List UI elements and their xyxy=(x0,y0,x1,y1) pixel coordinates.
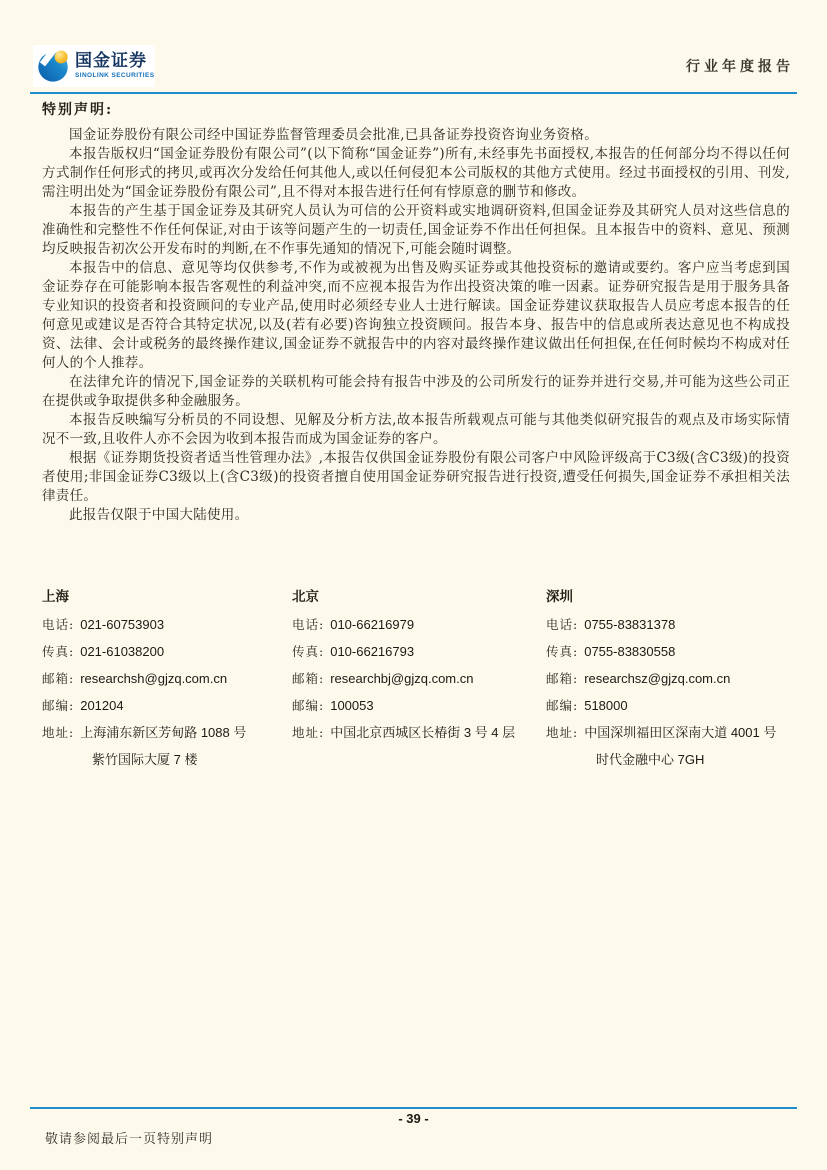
office-address-line2: 时代金融中心 7GH xyxy=(596,752,705,767)
address-value: 上海浦东新区芳甸路 1088 号 xyxy=(80,725,247,740)
address-label: 地址: xyxy=(42,725,75,740)
address-value: 中国北京西城区长椿街 3 号 4 层 xyxy=(330,725,516,740)
office-fax-row xyxy=(292,638,546,665)
statement-paragraph: 根据《证券期货投资者适当性管理办法》,本报告仅供国金证券股份有限公司客户中风险评级高于C3级(含C3级)的投资者使用;非国金证券C3级以上(含C3级)的投资者擅自使用国金证券研究报告进行投资,遭受任何损失,国金证券不承担相关法律责任。 xyxy=(42,450,790,504)
statement-paragraph: 本报告版权归“国金证券股份有限公司”(以下简称“国金证券”)所有,未经事先书面授权,本报告的任何部分均不得以任何方式制作任何形式的拷贝,或再次分发给任何其他人,或以任何侵犯本公司版权的其他方式使用。经过书面授权的引用、刊发,需注明出处为“国金证券股份有限公司”,且不得对本报告进行任何有悖原意的删节和修改。 xyxy=(42,146,790,200)
email-label: 邮箱: xyxy=(42,671,75,686)
phone-value: 021-60753903 xyxy=(80,617,165,632)
fax-label: 传真: xyxy=(546,644,579,659)
email-label: 邮箱: xyxy=(546,671,579,686)
page-number: - 39 - xyxy=(398,1111,429,1126)
statement-paragraph: 本报告中的信息、意见等均仅供参考,不作为或被视为出售及购买证券或其他投资标的邀请或要约。客户应当考虑到国金证券存在可能影响本报告客观性的利益冲突,而不应视本报告为作出投资决策的唯一因素。证券研究报告是用于服务具备专业知识的投资者和投资顾问的专业产品,使用时必须经专业人士进行解读。国金证券建议获取报告人员应考虑本报告的任何意见或建议是否符合其特定状况,以及(若有必要)咨询独立投资顾问。报告本身、报告中的信息或所表达意见也不构成投资、法律、会计或税务的最终操作建议,国金证券不就报告中的内容对最终操作建议做出任何担保,在任何时候均不构成对任何人的个人推荐。 xyxy=(42,260,790,371)
zip-label: 邮编: xyxy=(42,698,75,713)
office-email-row xyxy=(546,665,798,692)
office-shenzhen xyxy=(546,584,798,773)
phone-label: 电话: xyxy=(546,617,579,632)
report-type-label: 行业年度报告 xyxy=(686,59,794,75)
footer-note: 敬请参阅最后一页特别声明 xyxy=(45,1132,214,1147)
zip-value: 100053 xyxy=(330,698,374,713)
email-value: researchsz@gjzq.com.cn xyxy=(584,671,731,686)
office-zip-row xyxy=(546,692,798,719)
office-email-row xyxy=(42,665,292,692)
email-label: 邮箱: xyxy=(292,671,325,686)
office-city: 上海 xyxy=(42,589,69,605)
logo-text xyxy=(75,52,154,80)
phone-label: 电话: xyxy=(292,617,325,632)
statement-title: 特别声明: xyxy=(42,102,114,118)
statement-paragraph: 本报告的产生基于国金证券及其研究人员认为可信的公开资料或实地调研资料,但国金证券及其研究人员对这些信息的准确性和完整性不作任何保证,对由于该等问题产生的一切责任,国金证券不作出任何担保。且本报告中的资料、意见、预测均反映报告初次公开发布时的判断,在不作事先通知的情况下,可能会随时调整。 xyxy=(42,203,790,257)
statement-paragraph: 在法律允许的情况下,国金证券的关联机构可能会持有报告中涉及的公司所发行的证券并进行交易,并可能为这些公司正在提供或争取提供多种金融服务。 xyxy=(42,374,790,409)
office-city: 深圳 xyxy=(546,589,573,605)
statement-paragraph: 本报告反映编写分析员的不同设想、见解及分析方法,故本报告所载观点可能与其他类似研究报告的观点及市场实际情况不一致,且收件人亦不会因为收到本报告而成为国金证券的客户。 xyxy=(42,412,790,447)
fax-value: 010-66216793 xyxy=(330,644,415,659)
office-zip-row xyxy=(292,692,546,719)
office-fax-row xyxy=(42,638,292,665)
sinolink-logo xyxy=(33,45,155,87)
office-beijing xyxy=(292,584,546,773)
email-value: researchsh@gjzq.com.cn xyxy=(80,671,228,686)
special-statement-section xyxy=(42,99,790,525)
phone-value: 0755-83831378 xyxy=(584,617,676,632)
email-value: researchbj@gjzq.com.cn xyxy=(330,671,474,686)
office-zip-row xyxy=(42,692,292,719)
zip-value: 201204 xyxy=(80,698,124,713)
fax-label: 传真: xyxy=(42,644,75,659)
office-phone-row xyxy=(546,611,798,638)
address-label: 地址: xyxy=(546,725,579,740)
zip-label: 邮编: xyxy=(546,698,579,713)
footer-divider xyxy=(30,1107,797,1109)
office-city: 北京 xyxy=(292,589,319,605)
statement-paragraph: 此报告仅限于中国大陆使用。 xyxy=(69,507,249,523)
zip-value: 518000 xyxy=(584,698,628,713)
fax-value: 0755-83830558 xyxy=(584,644,676,659)
sinolink-logo-icon xyxy=(35,47,73,85)
phone-label: 电话: xyxy=(42,617,75,632)
office-email-row xyxy=(292,665,546,692)
office-address-row xyxy=(42,719,292,746)
address-label: 地址: xyxy=(292,725,325,740)
office-shanghai xyxy=(42,584,292,773)
office-phone-row xyxy=(292,611,546,638)
office-contacts xyxy=(42,584,798,773)
zip-label: 邮编: xyxy=(292,698,325,713)
office-address-line2: 紫竹国际大厦 7 楼 xyxy=(92,752,198,767)
address-value: 中国深圳福田区深南大道 4001 号 xyxy=(584,725,777,740)
office-address-row xyxy=(292,719,546,746)
logo-en-text: SINOLINK SECURITIES xyxy=(75,72,155,79)
header-divider xyxy=(30,92,797,94)
logo-cn-text: 国金证券 xyxy=(75,51,147,71)
statement-paragraph: 国金证券股份有限公司经中国证券监督管理委员会批准,已具备证券投资咨询业务资格。 xyxy=(69,127,598,143)
fax-label: 传真: xyxy=(292,644,325,659)
office-phone-row xyxy=(42,611,292,638)
office-fax-row xyxy=(546,638,798,665)
phone-value: 010-66216979 xyxy=(330,617,415,632)
fax-value: 021-61038200 xyxy=(80,644,165,659)
office-address-row xyxy=(546,719,798,746)
